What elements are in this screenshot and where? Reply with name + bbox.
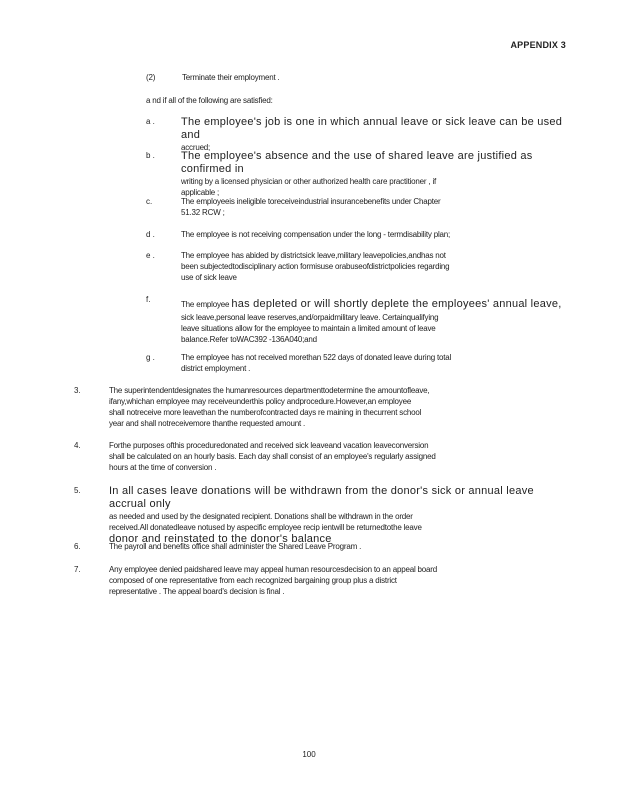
sub-item (146, 294, 576, 345)
numbered-item (74, 385, 574, 429)
text-line: The employee's absence and the use of shared leave are justified as confirmed in (181, 150, 533, 175)
numbered-item (74, 440, 574, 473)
text-line: writing by a licensed physician or other authorized health care practitioner , if (181, 177, 437, 186)
text-line: The payroll and benefits office shall administer the Shared Leave Program . (109, 542, 362, 551)
terminate-line (146, 72, 476, 83)
sub-item-body (181, 150, 576, 198)
sub-item (146, 196, 576, 218)
text-line: The employee has not received morethan 522 days of donated leave during total (181, 353, 452, 362)
sub-item-marker: e . (146, 251, 155, 260)
text-line: year and shall notreceivemore thanthe requested amount . (109, 419, 306, 428)
text-line: hours at the time of conversion . (109, 463, 217, 472)
text-line: accrued; (181, 143, 211, 152)
sub-item-body (181, 196, 576, 218)
sub-item (146, 116, 576, 153)
condition-intro: a nd if all of the following are satisfied: (146, 96, 273, 105)
text-line: composed of one representative from each recognized bargaining group plus a district (109, 576, 397, 585)
numbered-item (74, 564, 574, 597)
sub-item (146, 352, 576, 374)
text-line: 51.32 RCW ; (181, 208, 225, 217)
item-body (109, 440, 564, 473)
text-line: donor and reinstated to the donor's balance (109, 533, 332, 545)
sub-item (146, 229, 576, 240)
text-line: balance.Refer toWAC392 -136A040;and (181, 335, 317, 344)
sub-item (146, 150, 576, 198)
sub-item-marker: d . (146, 230, 155, 239)
text-line: The employee's job is one in which annual leave or sick leave can be used and (181, 116, 563, 141)
text-line: The employee is not receiving compensation under the long - termdisability plan; (181, 230, 451, 239)
item-body (109, 485, 564, 546)
terminate-text: Terminate their employment . (182, 73, 280, 82)
item-number: 6. (74, 542, 81, 551)
sub-item-marker: b . (146, 151, 155, 160)
text-line: shall notreceive more leavethan the numberofcontracted days re maining in thecurrent school (109, 408, 422, 417)
text-line: representative . The appeal board's decision is final . (109, 587, 285, 596)
sub-item-body (181, 250, 576, 283)
sub-item-marker: g . (146, 353, 155, 362)
sub-item-body (181, 352, 576, 374)
sub-item-body (181, 116, 576, 153)
sub-item-marker: a . (146, 117, 155, 126)
text-line: The employeeis ineligible toreceiveindustrial insurancebenefits under Chapter (181, 197, 441, 206)
item-body (109, 541, 564, 552)
text-line: shall be calculated on an hourly basis. Each day shall consist of an employee's regularly assigned (109, 452, 436, 461)
text-line: received.All donatedleave notused by aspecific employee recip ientwill be returnedtothe leave (109, 523, 422, 532)
text-line: as needed and used by the designated recipient. Donations shall be withdrawn in the order (109, 512, 413, 521)
numbered-item (74, 541, 574, 552)
item-body (109, 564, 564, 597)
text-line: district employment . (181, 364, 251, 373)
text-line: sick leave,personal leave reserves,and/orpaidmilitary leave. Certainqualifying (181, 313, 439, 322)
sub-item-body (181, 229, 576, 240)
item-number: 4. (74, 441, 81, 450)
sub-item (146, 250, 576, 283)
numbered-item (74, 485, 574, 546)
item-body (109, 385, 564, 429)
text-line: leave situations allow for the employee to maintain a limited amount of leave (181, 324, 436, 333)
page-number: 100 (302, 750, 316, 759)
sub-item-marker: f. (146, 295, 151, 304)
text-line: Any employee denied paidshared leave may appeal human resourcesdecision to an appeal board (109, 565, 438, 574)
item-number: 3. (74, 386, 81, 395)
text-line: applicable ; (181, 188, 220, 197)
text-line-rest: has depleted or will shortly deplete the employees' annual leave, (231, 298, 562, 310)
appendix-header: APPENDIX 3 (510, 40, 566, 50)
sub-item-body (181, 294, 576, 345)
text-line: ifany,whichan employee may receiveunderthis policy andprocedure.However,an employee (109, 397, 412, 406)
item-number: 7. (74, 565, 81, 574)
text-line: The superintendentdesignates the humanresources departmenttodetermine the amountofleave, (109, 386, 430, 395)
text-line: been subjectedtodisciplinary action formisuse orabuseofdistrictpolicies regarding (181, 262, 450, 271)
text-line-prefix: The employee (181, 300, 232, 309)
sub-item-marker: c. (146, 197, 153, 206)
text-line: Forthe purposes ofthis proceduredonated and received sick leaveand vacation leaveconversion (109, 441, 429, 450)
item-number: 5. (74, 486, 81, 495)
text-line (181, 294, 576, 312)
terminate-marker: (2) (146, 73, 156, 82)
text-line: The employee has abided by districtsick leave,military leavepolicies,andhas not (181, 251, 446, 260)
text-line: In all cases leave donations will be withdrawn from the donor's sick or annual leave accrual only (109, 485, 534, 510)
text-line: use of sick leave (181, 273, 237, 282)
